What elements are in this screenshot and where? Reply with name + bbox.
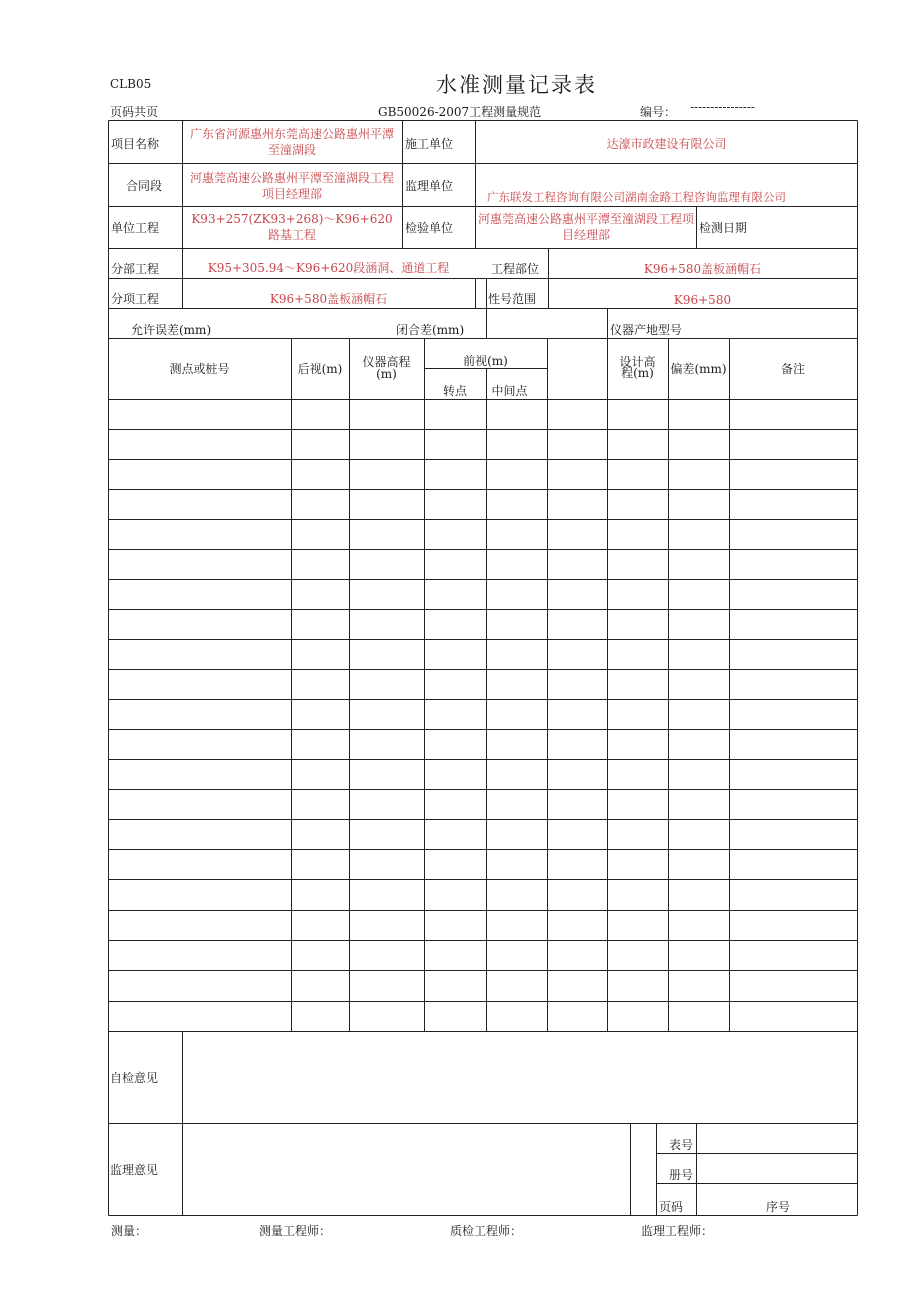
- seq-no-label: 序号: [766, 1200, 791, 1214]
- item-label: 分项工程: [111, 292, 160, 306]
- col-backsight: 后视(m): [297, 362, 343, 376]
- self-check-label: 自检意见: [110, 1071, 159, 1085]
- number-value: ----------------: [690, 100, 755, 114]
- supervision-opinion-label: 监理意见: [110, 1163, 159, 1177]
- col-remarks: 备注: [780, 362, 805, 376]
- division-value: K95+305.94～K96+620段涵洞、通道工程: [207, 261, 450, 275]
- closure-error-label: 闭合差(mm): [396, 323, 465, 337]
- survey-engineer-signature: 测量工程师：: [259, 1224, 332, 1238]
- project-name-value: 广东省河源惠州东莞高速公路惠州平潭至潼湖段: [189, 127, 394, 157]
- standard-ref: GB50026-2007工程测量规范: [378, 105, 542, 119]
- col-station: 测点或桩号: [169, 362, 230, 376]
- col-instrument-height: 仪器高程: [362, 355, 411, 369]
- col-deviation: 偏差(mm): [670, 362, 727, 376]
- range-label: 性号范围: [488, 292, 537, 306]
- page-info: 页码共页: [110, 105, 159, 119]
- col-foresight: 前视(m): [463, 354, 508, 368]
- page-title: 水准测量记录表: [436, 73, 597, 97]
- page-no-label: 页码: [659, 1200, 684, 1214]
- unit-project-value: K93+257(ZK93+268)～K96+620路基工程: [191, 212, 393, 242]
- table-no-label: 表号: [669, 1138, 694, 1152]
- range-value: K96+580: [673, 293, 732, 307]
- supervision-unit-label: 监理单位: [405, 179, 454, 193]
- project-name-label: 项目名称: [111, 137, 160, 151]
- col-intermediate: 中间点: [491, 384, 528, 398]
- part-label: 工程部位: [491, 262, 540, 276]
- construction-unit-label: 施工单位: [405, 137, 454, 151]
- instrument-model-label: 仪器产地型号: [610, 323, 683, 337]
- contract-value: 河惠莞高速公路惠州平潭至潼湖段工程项目经理部: [189, 171, 394, 201]
- supervision-engineer-signature: 监理工程师：: [641, 1224, 714, 1238]
- number-label: 编号：: [640, 105, 677, 119]
- item-value: K96+580盖板涵帽石: [269, 292, 388, 306]
- inspection-unit-label: 检验单位: [405, 221, 454, 235]
- contract-label: 合同段: [126, 179, 163, 193]
- col-design-elevation: 设计高: [619, 355, 656, 369]
- supervision-unit-value: 广东联发工程咨询有限公司湖南金路工程咨询监理有限公司: [487, 190, 786, 204]
- allowable-error-label: 允许误差(mm): [131, 323, 212, 337]
- col-instrument-height-unit: (m): [376, 367, 397, 381]
- inspection-date-label: 检测日期: [699, 221, 748, 235]
- inspection-unit-value: 河惠莞高速公路惠州平潭至潼湖段工程项目经理部: [478, 212, 695, 242]
- part-value: K96+580盖板涵帽石: [643, 262, 762, 276]
- book-no-label: 册号: [669, 1168, 694, 1182]
- qc-engineer-signature: 质检工程师：: [450, 1224, 523, 1238]
- unit-project-label: 单位工程: [111, 221, 160, 235]
- construction-unit-value: 达濠市政建设有限公司: [606, 137, 727, 151]
- col-design-elevation-unit: 程(m): [621, 366, 654, 380]
- form-code: CLB05: [110, 77, 152, 91]
- col-turning-point: 转点: [442, 384, 467, 398]
- division-label: 分部工程: [111, 262, 160, 276]
- surveyor-signature: 测量：: [111, 1224, 148, 1238]
